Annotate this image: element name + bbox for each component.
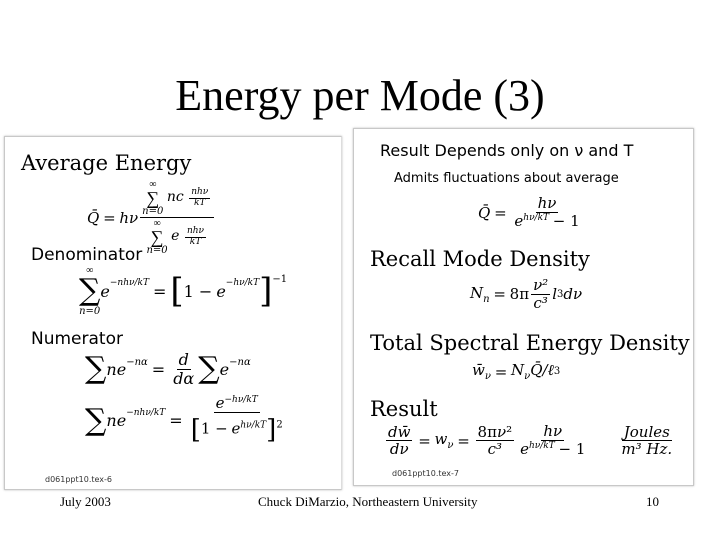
average-energy-formula: Q̄ = hν ∞ ∑ n=0 nc $\frac{\text{nhν}}{kT}$ ∞ ∑ n=0 e $\frac{\text{nhν}}{kT}$ [87,179,216,256]
right-panel-caption: d061ppt10.tex-7 [392,469,459,478]
result-depends-heading: Result Depends only on ν and T [380,141,634,160]
footer-date: July 2003 [60,494,111,509]
average-energy-heading: Average Energy [21,151,192,175]
average-energy-panel [4,136,342,490]
mode-density-formula: $N_n$ = 8π $\frac{\text{ν²}}{\text{c³}}$ l 3 dν [470,276,583,312]
left-panel-caption: d061ppt10.tex-6 [45,475,112,484]
denominator-heading: Denominator [31,245,143,265]
footer-page-number: 10 [646,494,659,509]
denominator-formula: ∞ ∑ n=0 e −nhν/kT = [ 1 − e −hν/kT ] −1 [79,265,288,317]
footer-author: Chuck DiMarzio, Northeastern University [258,494,478,509]
numerator-formula-derivative: ∑ ne −nα = $\frac{d}{d\alpha}$ ∑ e −nα [85,350,251,388]
numerator-heading: Numerator [31,329,123,349]
spectral-density-heading: Total Spectral Energy Density [370,331,690,355]
units-denominator: m³ Hz. [621,440,673,458]
numerator-formula-result: ∑ ne −nhν/kT = $\frac{e^{-h\nu/kT}}{[1 - e^{h\nu/kT}]^2}$ [85,394,283,445]
slide-title: Energy per Mode (3) [175,71,545,120]
units-numerator: Joules [623,422,670,441]
average-energy-result-formula: Q̄ = $\frac{h\nu}{e^{h\nu/kT} - 1}$ [478,194,580,230]
mode-density-heading: Recall Mode Density [370,247,590,271]
spectral-density-formula: $w̄_\nu$ = $N_\nu Q̄/\ell$ 3 [472,361,561,382]
result-heading: Result [370,397,438,421]
final-result-formula: $\frac{dw̄}{d\nu}$ = $w_\nu$ = $\frac{\text{8πν²}}{\text{c³}}$ $\frac{h\nu}{e^{h\nu/kT} - 1}$ $\frac{\text{Joules}}{\text{m³ Hz.}}$ [388,422,673,458]
result-panel [353,128,694,486]
fluctuations-text: Admits fluctuations about average [394,171,619,186]
